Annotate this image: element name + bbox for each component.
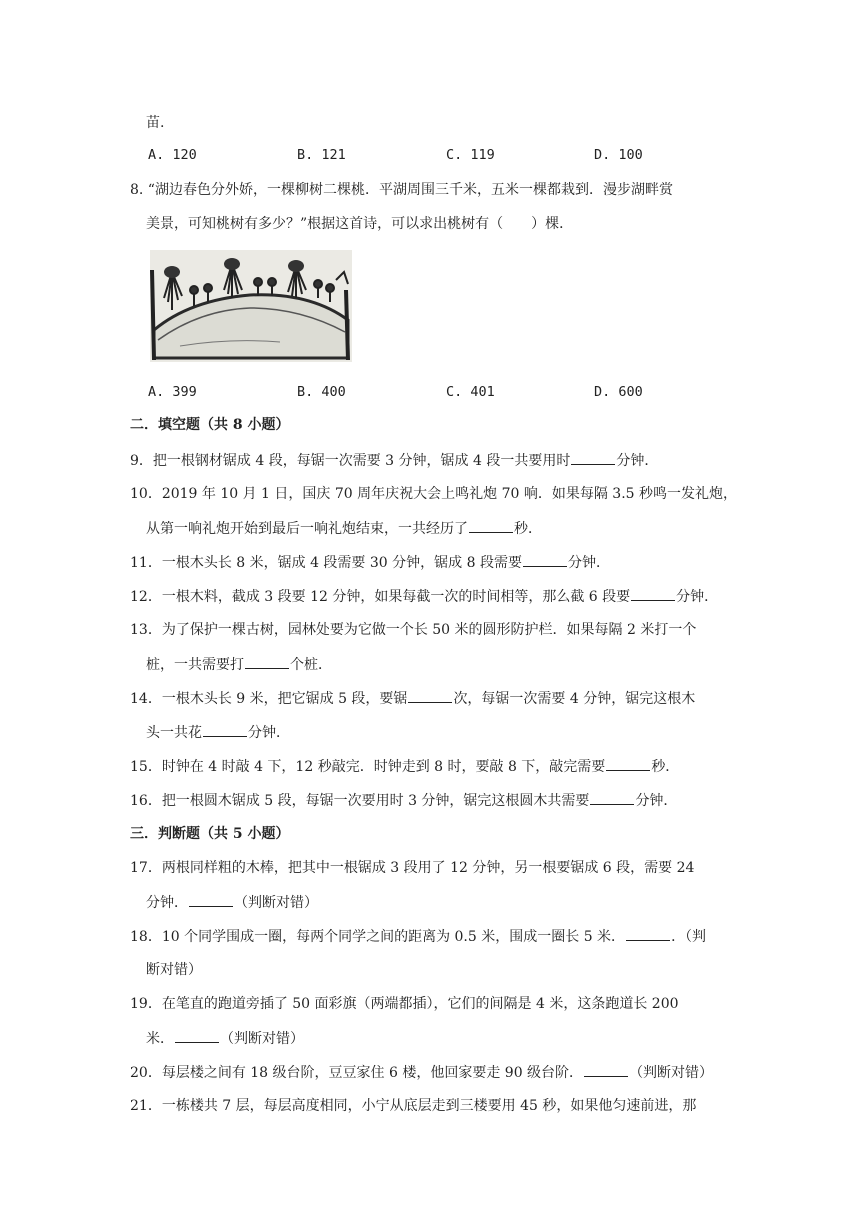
q18-blank — [626, 926, 670, 941]
q11-blank — [523, 552, 567, 567]
q20 — [130, 1062, 713, 1082]
q19-blank — [175, 1028, 219, 1043]
section-heading-true-false: 三．判断题（共 5 小题） — [130, 826, 290, 842]
q8-text-line1: 8. “湖边春色分外娇，一棵柳树二棵桃．平湖周围三千米，五米一棵都栽到．漫步湖畔赏 — [130, 182, 673, 198]
q14-text-b: 次，每锯一次需要 4 分钟，锯完这根木 — [453, 691, 696, 707]
q7-option-a: A. 120 — [148, 147, 197, 163]
q10-blank — [469, 518, 513, 533]
q15-blank — [606, 756, 650, 771]
q20-note: （判断对错） — [629, 1065, 714, 1081]
q9-unit: 分钟． — [616, 453, 659, 469]
q21-line1: 21．一栋楼共 7 层，每层高度相同，小宁从底层走到三楼要用 45 秒，如果他匀速前进，那 — [130, 1098, 697, 1114]
q10-text: 从第一响礼炮开始到最后一响礼炮结束，一共经历了 — [146, 521, 468, 537]
q15 — [130, 756, 679, 776]
lake-trees-sketch-icon — [150, 250, 352, 362]
q20-blank — [584, 1062, 628, 1077]
q12-text: 12．一根木料，截成 3 段要 12 分钟，如果每截一次的时间相等，那么截 6 段要 — [130, 589, 631, 605]
q18-line1 — [130, 926, 706, 946]
q8-text-line2: 美景，可知桃树有多少？”根据这首诗，可以求出桃树有（ ）棵． — [146, 216, 574, 232]
q10-line1: 10．2019 年 10 月 1 日，国庆 70 周年庆祝大会上鸣礼炮 70 响．如果每隔 3.5 秒鸣一发礼炮， — [130, 486, 738, 502]
q14-text-c: 头一共花 — [146, 725, 202, 741]
q15-text: 15．时钟在 4 时敲 4 下，12 秒敲完．时钟走到 8 时，要敲 8 下，敲完需要 — [130, 759, 606, 775]
q17-line1: 17．两根同样粗的木棒，把其中一根锯成 3 段用了 12 分钟，另一根要锯成 6 段，需要 24 — [130, 860, 695, 876]
q11-unit: 分钟． — [567, 555, 610, 571]
q19-line1: 19．在笔直的跑道旁插了 50 面彩旗（两端都插），它们的间隔是 4 米，这条跑道长 200 — [130, 996, 679, 1012]
q14-unit: 分钟． — [248, 725, 290, 741]
q15-unit: 秒． — [651, 759, 680, 775]
q12-unit: 分钟． — [676, 589, 719, 605]
q13-text: 桩，一共需要打 — [146, 657, 244, 673]
q9-blank — [571, 450, 615, 465]
q16 — [130, 790, 677, 810]
q7-option-d: D. 100 — [594, 147, 643, 163]
q16-unit: 分钟． — [635, 793, 678, 809]
q8-option-d: D. 600 — [594, 384, 643, 400]
q19-text: 米． — [146, 1031, 174, 1047]
q11 — [130, 552, 610, 572]
q14-line2 — [146, 722, 290, 742]
q11-text: 11．一根木头长 8 米，锯成 4 段需要 30 分钟，锯成 8 段需要 — [130, 555, 522, 571]
q14-text-a: 14．一根木头长 9 米，把它锯成 5 段，要锯 — [130, 691, 408, 707]
q19-note: （判断对错） — [220, 1031, 304, 1047]
q7-option-b: B. 121 — [297, 147, 346, 163]
q16-blank — [590, 790, 634, 805]
q9-text: 9．把一根钢材锯成 4 段，每锯一次需要 3 分钟，锯成 4 段一共要用时 — [130, 453, 571, 469]
q18-text: 18．10 个同学围成一圈，每两个同学之间的距离为 0.5 米，围成一圈长 5 米． — [130, 929, 626, 945]
q12-blank — [631, 586, 675, 601]
q8-option-c: C. 401 — [446, 384, 495, 400]
q13-unit: 个桩． — [290, 657, 332, 673]
q7-option-c: C. 119 — [446, 147, 495, 163]
q13-blank — [245, 654, 289, 669]
q17-note: （判断对错） — [234, 895, 318, 911]
section-heading-fill-in: 二．填空题（共 8 小题） — [130, 417, 290, 433]
q8-option-b: B. 400 — [297, 384, 346, 400]
q8-option-a: A. 399 — [148, 384, 197, 400]
q17-blank — [189, 892, 233, 907]
q19-line2 — [146, 1028, 304, 1048]
q10-line2 — [146, 518, 542, 538]
q14-blank-2 — [203, 722, 247, 737]
q12 — [130, 586, 718, 606]
q13-line2 — [146, 654, 332, 674]
q17-line2 — [146, 892, 318, 912]
q18-line2: 断对错） — [146, 962, 202, 978]
q14-blank-1 — [408, 688, 452, 703]
q13-line1: 13．为了保护一棵古树，园林处要为它做一个长 50 米的圆形防护栏．如果每隔 2 米打一个 — [130, 622, 697, 638]
q20-text: 20．每层楼之间有 18 级台阶，豆豆家住 6 楼，他回家要走 90 级台阶． — [130, 1065, 584, 1081]
q16-text: 16．把一根圆木锯成 5 段，每锯一次要用时 3 分钟，锯完这根圆木共需要 — [130, 793, 590, 809]
q9 — [130, 450, 658, 470]
q10-unit: 秒． — [514, 521, 542, 537]
q7-tail: 苗. — [146, 115, 165, 131]
q18-note-a: ．（判 — [671, 929, 707, 945]
q14-line1 — [130, 688, 695, 708]
q17-text: 分钟． — [146, 895, 188, 911]
